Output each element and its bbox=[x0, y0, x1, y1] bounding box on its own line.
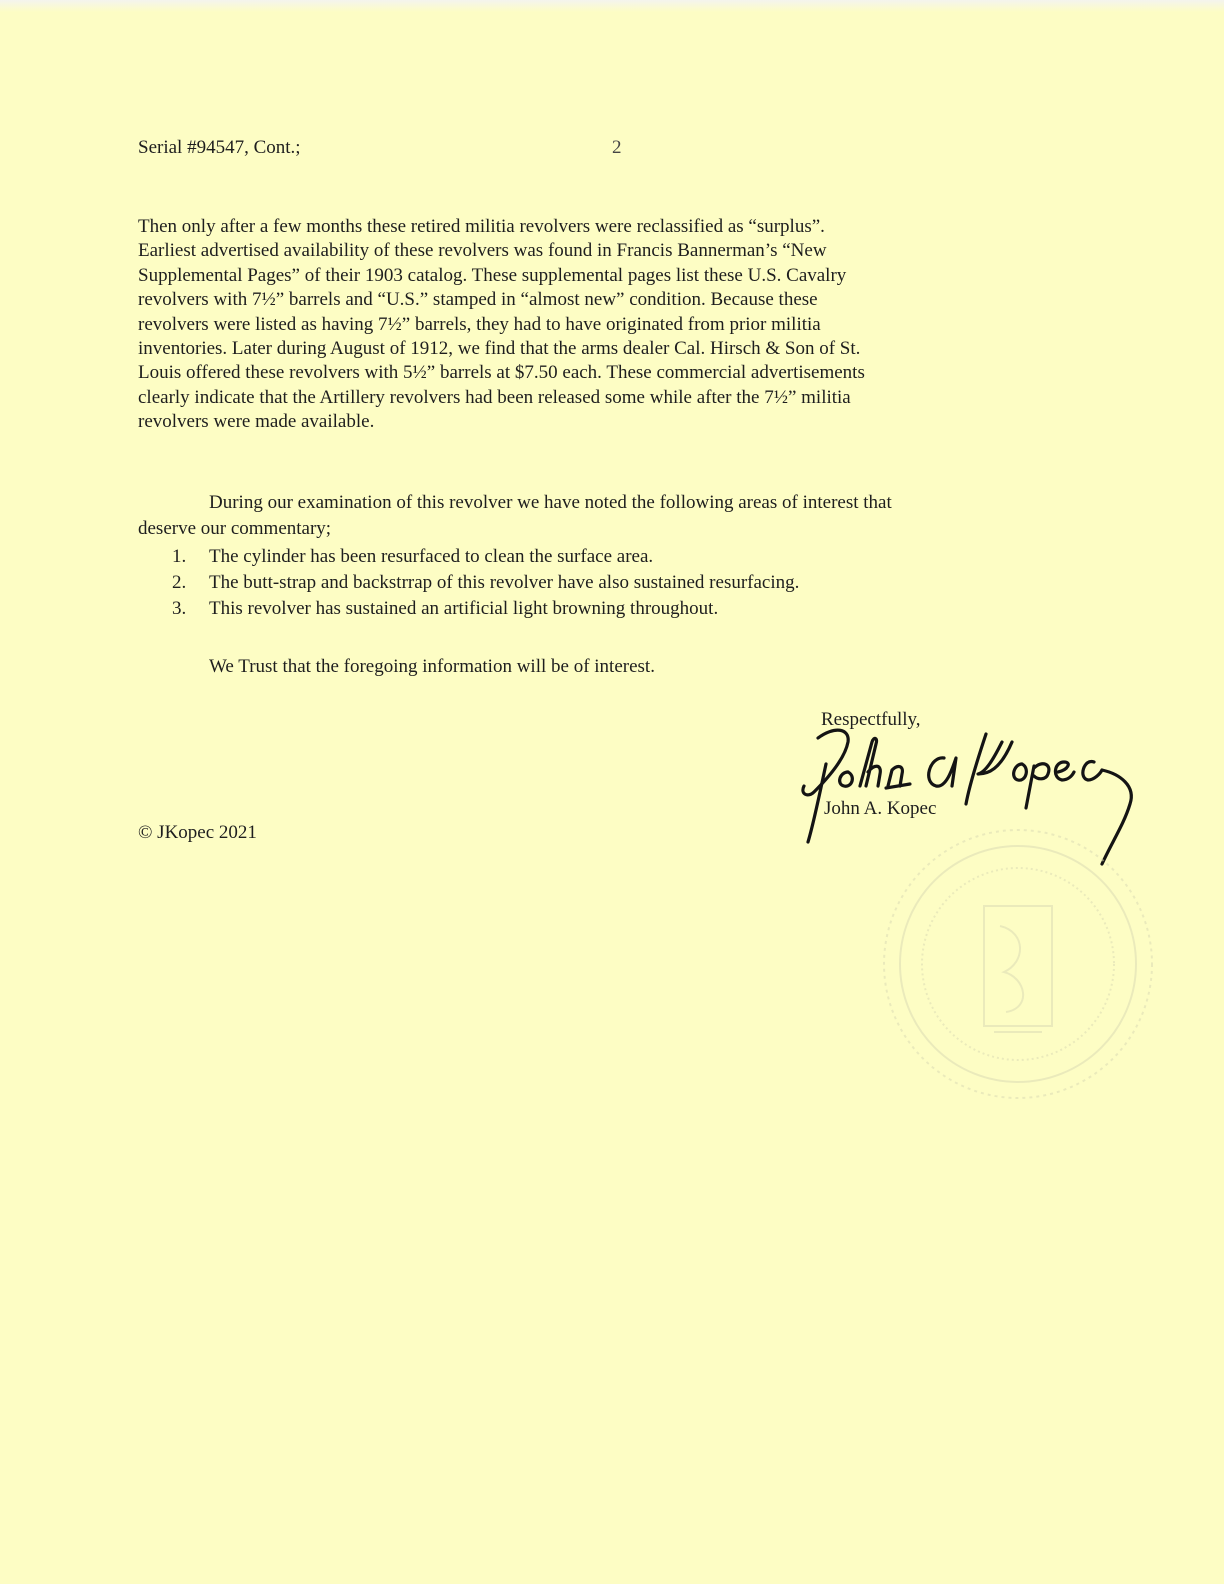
copyright-notice: © JKopec 2021 bbox=[138, 822, 257, 843]
closing-sentence: We Trust that the foregoing information will be of interest. bbox=[209, 656, 655, 677]
findings-list bbox=[172, 544, 799, 622]
paragraph-line: revolvers with 7½” barrels and “U.S.” stamped in “almost new” condition. Because these bbox=[138, 289, 818, 311]
paragraph-line: revolvers were listed as having 7½” barrels, they had to have originated from prior militia bbox=[138, 313, 821, 335]
list-item bbox=[172, 570, 799, 596]
list-text: The butt-strap and backstrrap of this revolver have also sustained resurfacing. bbox=[209, 572, 800, 593]
paragraph-line: During our examination of this revolver we have noted the following areas of interest that bbox=[209, 492, 892, 513]
embossed-seal bbox=[876, 822, 1160, 1106]
page-number: 2 bbox=[612, 137, 622, 158]
paragraph-line: deserve our commentary; bbox=[138, 518, 332, 539]
list-number: 1. bbox=[172, 546, 187, 567]
list-item bbox=[172, 544, 799, 570]
page-edge bbox=[0, 0, 1224, 12]
list-number: 3. bbox=[172, 598, 187, 619]
paragraph-line: Supplemental Pages” of their 1903 catalog. These supplemental pages list these U.S. Cavalry bbox=[138, 264, 847, 286]
history-paragraph bbox=[138, 215, 1073, 435]
list-text: The cylinder has been resurfaced to clean the surface area. bbox=[209, 546, 654, 567]
list-item bbox=[172, 596, 799, 622]
paragraph-line: Louis offered these revolvers with 5½” barrels at $7.50 each. These commercial advertisements bbox=[138, 362, 865, 384]
paragraph-line: Earliest advertised availability of these revolvers was found in Francis Bannerman’s “New bbox=[138, 240, 827, 262]
paragraph-line: revolvers were made available. bbox=[138, 411, 375, 433]
paragraph-line: clearly indicate that the Artillery revolvers had been released some while after the 7½” militia bbox=[138, 386, 851, 408]
paragraph-line: Then only after a few months these retired militia revolvers were reclassified as “surplus”. bbox=[138, 216, 825, 237]
signer-name: John A. Kopec bbox=[824, 798, 937, 819]
list-text: This revolver has sustained an artificial light browning throughout. bbox=[209, 598, 719, 619]
valediction: Respectfully, bbox=[821, 709, 921, 730]
paragraph-line: inventories. Later during August of 1912, we find that the arms dealer Cal. Hirsch & Son of St. bbox=[138, 338, 861, 360]
serial-header: Serial #94547, Cont.; bbox=[138, 137, 301, 158]
examination-paragraph bbox=[138, 490, 1073, 542]
list-number: 2. bbox=[172, 572, 187, 593]
